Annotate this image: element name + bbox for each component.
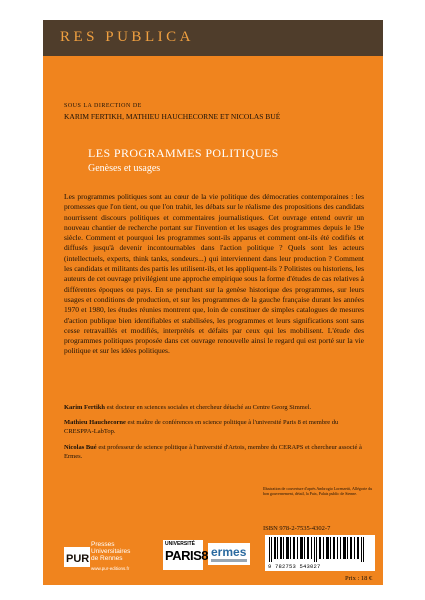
ermes-logo bbox=[208, 543, 250, 565]
series-title: RES PUBLICA bbox=[60, 29, 194, 45]
ermes-name: ermes bbox=[211, 545, 247, 559]
publisher-line: Presses bbox=[91, 541, 115, 548]
series-header-band bbox=[43, 20, 383, 56]
isbn-text: ISBN 978-2-7535-4302-7 bbox=[263, 525, 331, 532]
author-bio bbox=[64, 443, 364, 461]
author-bio-text: est docteur en sciences sociales et chercheur détaché au Centre Georg Simmel. bbox=[104, 404, 312, 411]
publisher-line: Universitaires bbox=[91, 548, 131, 556]
barcode-bars-icon bbox=[265, 535, 375, 563]
paris8-name: PARIS8 bbox=[165, 548, 208, 563]
ermes-bar bbox=[211, 559, 247, 562]
back-cover bbox=[43, 20, 383, 585]
svg-text:PUR: PUR bbox=[66, 553, 90, 565]
book-subtitle: Genèses et usages bbox=[88, 163, 161, 174]
author-name: Mathieu Hauchecorne bbox=[64, 419, 126, 427]
author-bio bbox=[64, 403, 364, 412]
author-bio-text: est professeur de science politique à l'université d'Artois, membre du CERAPS et chercheur associé à Ermes. bbox=[64, 443, 362, 460]
paris8-logo bbox=[163, 540, 208, 570]
publisher-url: www.pur-editions.fr bbox=[91, 566, 130, 571]
publisher-line: de Rennes bbox=[91, 555, 123, 563]
barcode-digits: 9 782753 543027 bbox=[268, 563, 321, 570]
author-bios bbox=[64, 403, 364, 467]
cover-illustration-credit: Illustration de couverture d'après Ambrogio Lorenzetti, Allégorie du bon gouvernement, détail, la Paix, Palais public de Sienne. bbox=[263, 486, 373, 497]
book-title: LES PROGRAMMES POLITIQUES bbox=[88, 146, 279, 160]
barcode bbox=[265, 535, 375, 571]
summary-text: Les programmes politiques sont au cœur de la vie politique des démocraties contemporaines : les promesses que l'on tient, ou que l'on trahit, les débats sur le réalisme des propositions des candidats nourrissent discours politiques et commentaires journalistiques. Cet ouvrage entend ouvrir un nouveau chantier de recherche portant sur l'invention et les usages des programmes depuis le 19e siècle. Comment et pourquoi les programmes sont-ils apparus et comment ont-ils été codifiés et diffusés jusqu'à devenir incontournables dans l'action politique ? Quels sont les acteurs (intellectuels, experts, think tanks, sondeurs...) qui interviennent dans leur production ? Comment les candidats et militants des partis les utilisent-ils, et les appliquent-ils ? Politistes ou historiens, les auteurs de cet ouvrage privilégient une approche empirique sous la forme d'études de cas relatives à différentes époques ou pays. En se penchant sur la genèse historique des programmes, sur leurs usages et conditions de production, et sur les programmes de la gauche française durant les années 1970 et 1980, les études réunies montrent que, loin de constituer de simples catalogues de mesures d'action publique bien identifiables et stabilisées, les programmes et leurs significations sont sans cesse retravaillés et modifiés, interprétés et défaits par ceux qui les mobilisent. L'étude des programmes politiques proposée dans cet ouvrage renouvelle ainsi le regard qui est porté sur la vie politique et sur les idées politiques. bbox=[64, 192, 364, 356]
author-bio-text: est maître de conférences en science politique à l'université Paris 8 et membre du CRESPPA-LabTop. bbox=[64, 419, 339, 436]
pur-logo-icon bbox=[64, 547, 90, 567]
author-bio bbox=[64, 418, 364, 436]
author-name: Karim Fertikh bbox=[64, 404, 105, 411]
paris8-label: UNIVERSITÉ bbox=[165, 541, 196, 547]
publisher-name bbox=[91, 541, 130, 563]
direction-label: SOUS LA DIRECTION DE bbox=[64, 103, 142, 109]
editors-names: KARIM FERTIKH, MATHIEU HAUCHECORNE ET NICOLAS BUÉ bbox=[64, 112, 281, 121]
price-text: Prix : 18 € bbox=[345, 575, 373, 582]
author-name: Nicolas Bué bbox=[64, 443, 97, 451]
